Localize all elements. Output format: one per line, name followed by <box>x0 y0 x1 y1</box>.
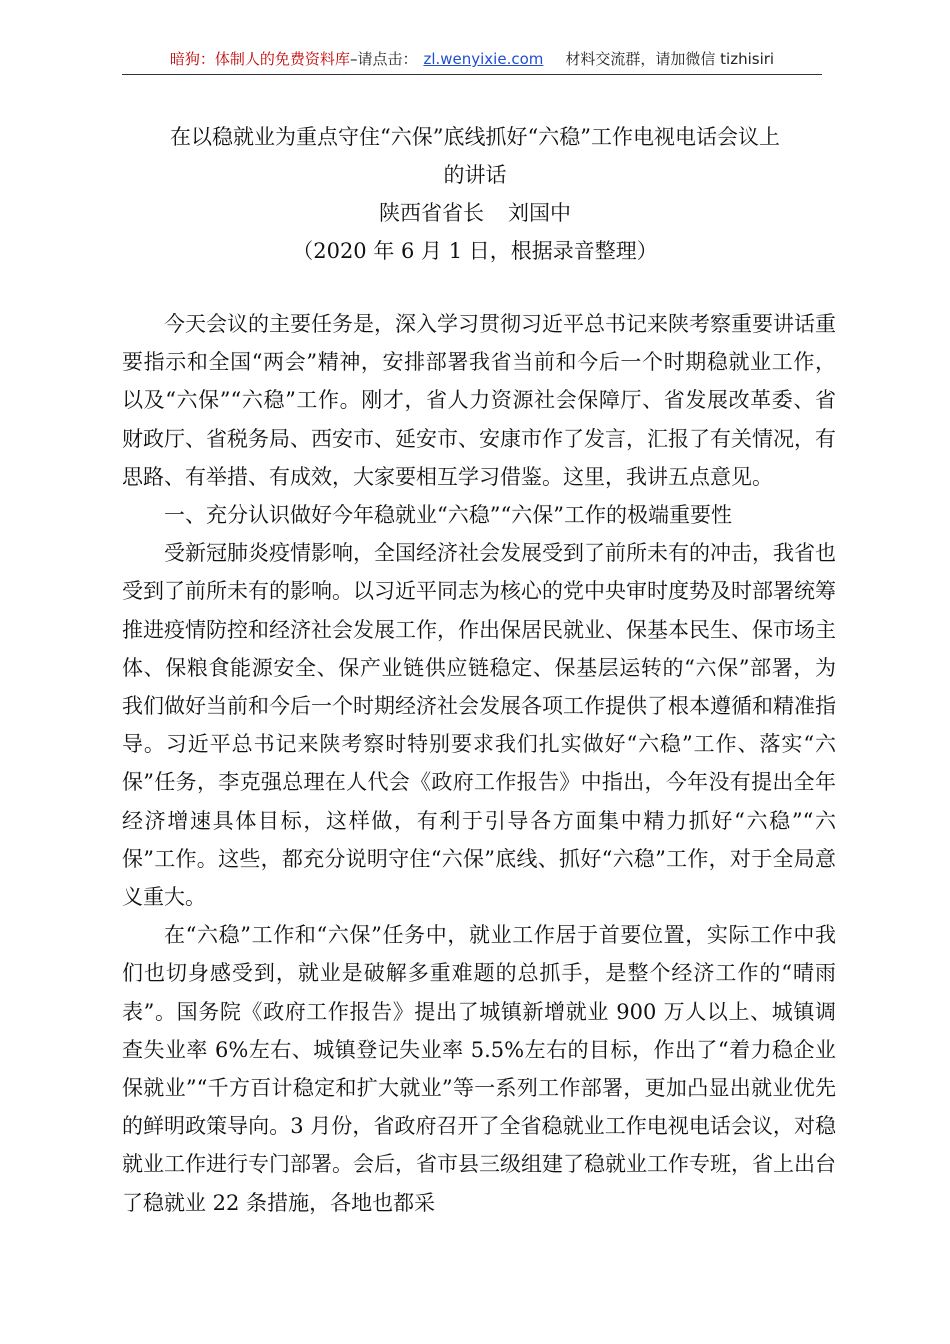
paragraph-intro: 今天会议的主要任务是，深入学习贯彻习近平总书记来陕考察重要讲话重要指示和全国“两会”精神，安排部署我省当前和今后一个时期稳就业工作，以及“六保”“六稳”工作。刚才，省人力资源社会保障厅、省发展改革委、省财政厅、省税务局、西安市、延安市、安康市作了发言，汇报了有关情况，有思路、有举措、有成效，大家要相互学习借鉴。这里，我讲五点意见。 <box>122 312 836 489</box>
author-role: 陕西省省长 <box>379 201 484 225</box>
header-brand: 暗狗：体制人的免费资料库 <box>169 50 350 68</box>
header-link[interactable]: zl.wenyixie.com <box>423 50 544 68</box>
header-prompt: –请点击： <box>349 50 418 68</box>
paragraph: 在“六稳”工作和“六保”任务中，就业工作居于首要位置，实际工作中我们也切身感受到，就业是破解多重难题的总抓手，是整个经济工作的“晴雨表”。国务院《政府工作报告》提出了城镇新增就业 900 万人以上、城镇调查失业率 6%左右、城镇登记失业率 5.5%左右的目标，作出了“着力稳企业保就业”“千方百计稳定和扩大就业”等一系列工作部署，更加凸显出就业优先的鲜明政策导向。3 月份，省政府召开了全省稳就业工作电视电话会议，对稳就业工作进行专门部署。会后，省市县三级组建了稳就业工作专班，省上出台了稳就业 22 条措施，各地也都采 <box>122 923 836 1215</box>
page-header <box>122 44 822 75</box>
section-heading-1: 一、充分认识做好今年稳就业“六稳”“六保”工作的极端重要性 <box>164 503 732 528</box>
document-title-block <box>120 118 830 270</box>
author-name: 刘国中 <box>508 201 571 225</box>
title-line-1: 在以稳就业为重点守住“六保”底线抓好“六稳”工作电视电话会议上 <box>170 125 780 149</box>
date-note: （2020 年 6 月 1 日，根据录音整理） <box>292 239 658 263</box>
paragraph: 受新冠肺炎疫情影响，全国经济社会发展受到了前所未有的冲击，我省也受到了前所未有的影响。以习近平同志为核心的党中央审时度势及时部署统筹推进疫情防控和经济社会发展工作，作出保居民就业、保基本民生、保市场主体、保粮食能源安全、保产业链供应链稳定、保基层运转的“六保”部署，为我们做好当前和今后一个时期经济社会发展各项工作提供了根本遵循和精准指导。习近平总书记来陕考察时特别要求我们扎实做好“六稳”工作、落实“六保”任务，李克强总理在人代会《政府工作报告》中指出，今年没有提出全年经济增速具体目标，这样做，有利于引导各方面集中精力抓好“六稳”“六保”工作。这些，都充分说明守住“六保”底线、抓好“六稳”工作，对于全局意义重大。 <box>122 541 837 910</box>
author-line <box>120 194 830 232</box>
title-line-2: 的讲话 <box>443 163 507 187</box>
document-body <box>122 305 836 1222</box>
header-note: 材料交流群，请加微信 tizhisiri <box>565 50 775 68</box>
